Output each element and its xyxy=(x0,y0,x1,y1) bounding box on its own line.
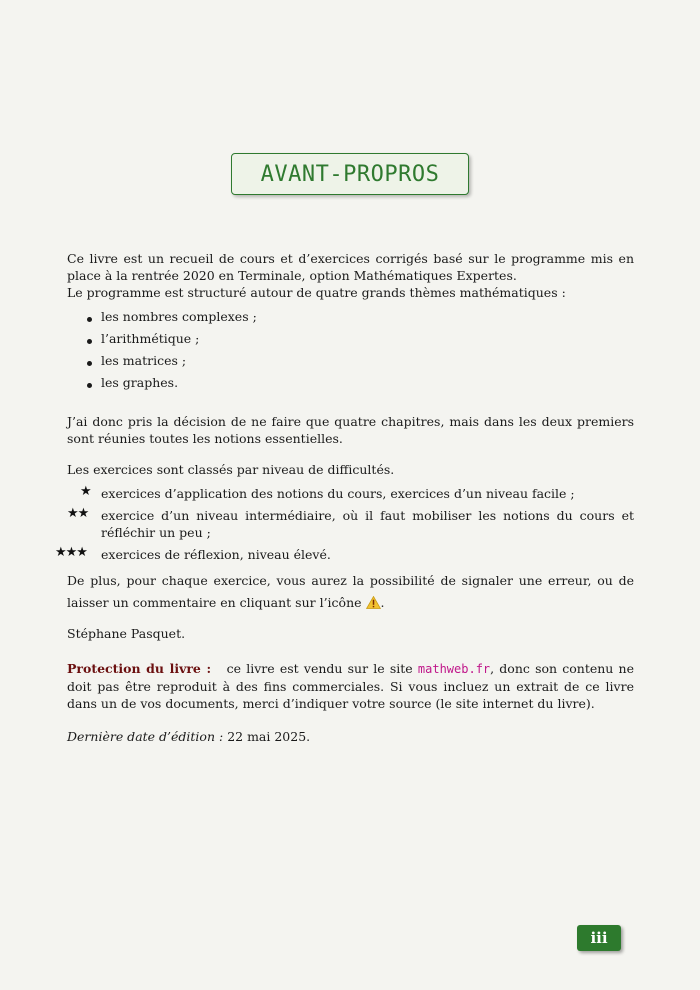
site-link[interactable]: mathweb.fr xyxy=(417,662,491,676)
list-item: les graphes. xyxy=(101,375,179,390)
bullet-icon xyxy=(87,339,92,344)
page-title: AVANT-PROPROS xyxy=(260,161,440,187)
list-item: les nombres complexes ; xyxy=(101,309,257,324)
three-stars-icon: ★★★ xyxy=(55,545,87,560)
edition-date: 22 mai 2025. xyxy=(227,729,311,744)
two-stars-icon: ★★ xyxy=(67,506,89,521)
warning-icon[interactable] xyxy=(366,596,381,609)
bullet-icon xyxy=(87,317,92,322)
level-2-text: exercice d’un niveau intermédiaire, où il faut mobiliser les notions du cours et réfléchir un peu ; xyxy=(101,508,634,540)
report-paragraph xyxy=(67,570,634,614)
protection-label: Protection du livre : xyxy=(67,661,212,676)
list-item: les matrices ; xyxy=(101,353,187,368)
chapter-title-box xyxy=(231,153,469,195)
bullet-icon xyxy=(87,383,92,388)
protection-paragraph xyxy=(67,660,634,712)
edition-label: Dernière date d’édition : xyxy=(67,729,224,744)
bullet-icon xyxy=(87,361,92,366)
report-text: De plus, pour chaque exercice, vous aurez la possibilité de signaler une erreur, ou de laisser un commentaire en cliquant sur l’icône xyxy=(67,573,634,610)
report-end: . xyxy=(380,595,385,610)
protection-text-after: , donc son contenu ne doit pas être reproduit à des fins commerciales. Si vous incluez un extrait de ce livre dans un de vos documents, merci d’indiquer votre source (le site internet du livre). xyxy=(67,661,634,711)
one-star-icon: ★ xyxy=(80,484,91,499)
edition-line xyxy=(67,728,634,745)
intro-paragraph xyxy=(67,250,634,301)
decision-paragraph: J’ai donc pris la décision de ne faire que quatre chapitres, mais dans les deux premiers sont réunies toutes les notions essentielles. xyxy=(67,414,634,446)
list-item: l’arithmétique ; xyxy=(101,331,200,346)
page-number: iii xyxy=(590,929,608,947)
intro-line-1: Ce livre est un recueil de cours et d’exercices corrigés basé sur le programme mis en place à la rentrée 2020 en Terminale, option Mathématiques Expertes. xyxy=(67,251,634,283)
page-number-badge xyxy=(577,925,621,951)
intro-line-2: Le programme est structuré autour de quatre grands thèmes mathématiques : xyxy=(67,285,566,300)
levels-intro: Les exercices sont classés par niveau de difficultés. xyxy=(67,462,395,477)
protection-text-before: ce livre est vendu sur le site xyxy=(226,661,413,676)
level-1-text: exercices d’application des notions du cours, exercices d’un niveau facile ; xyxy=(101,486,575,501)
level-3-text: exercices de réflexion, niveau élevé. xyxy=(101,547,331,562)
author-signature: Stéphane Pasquet. xyxy=(67,626,186,641)
